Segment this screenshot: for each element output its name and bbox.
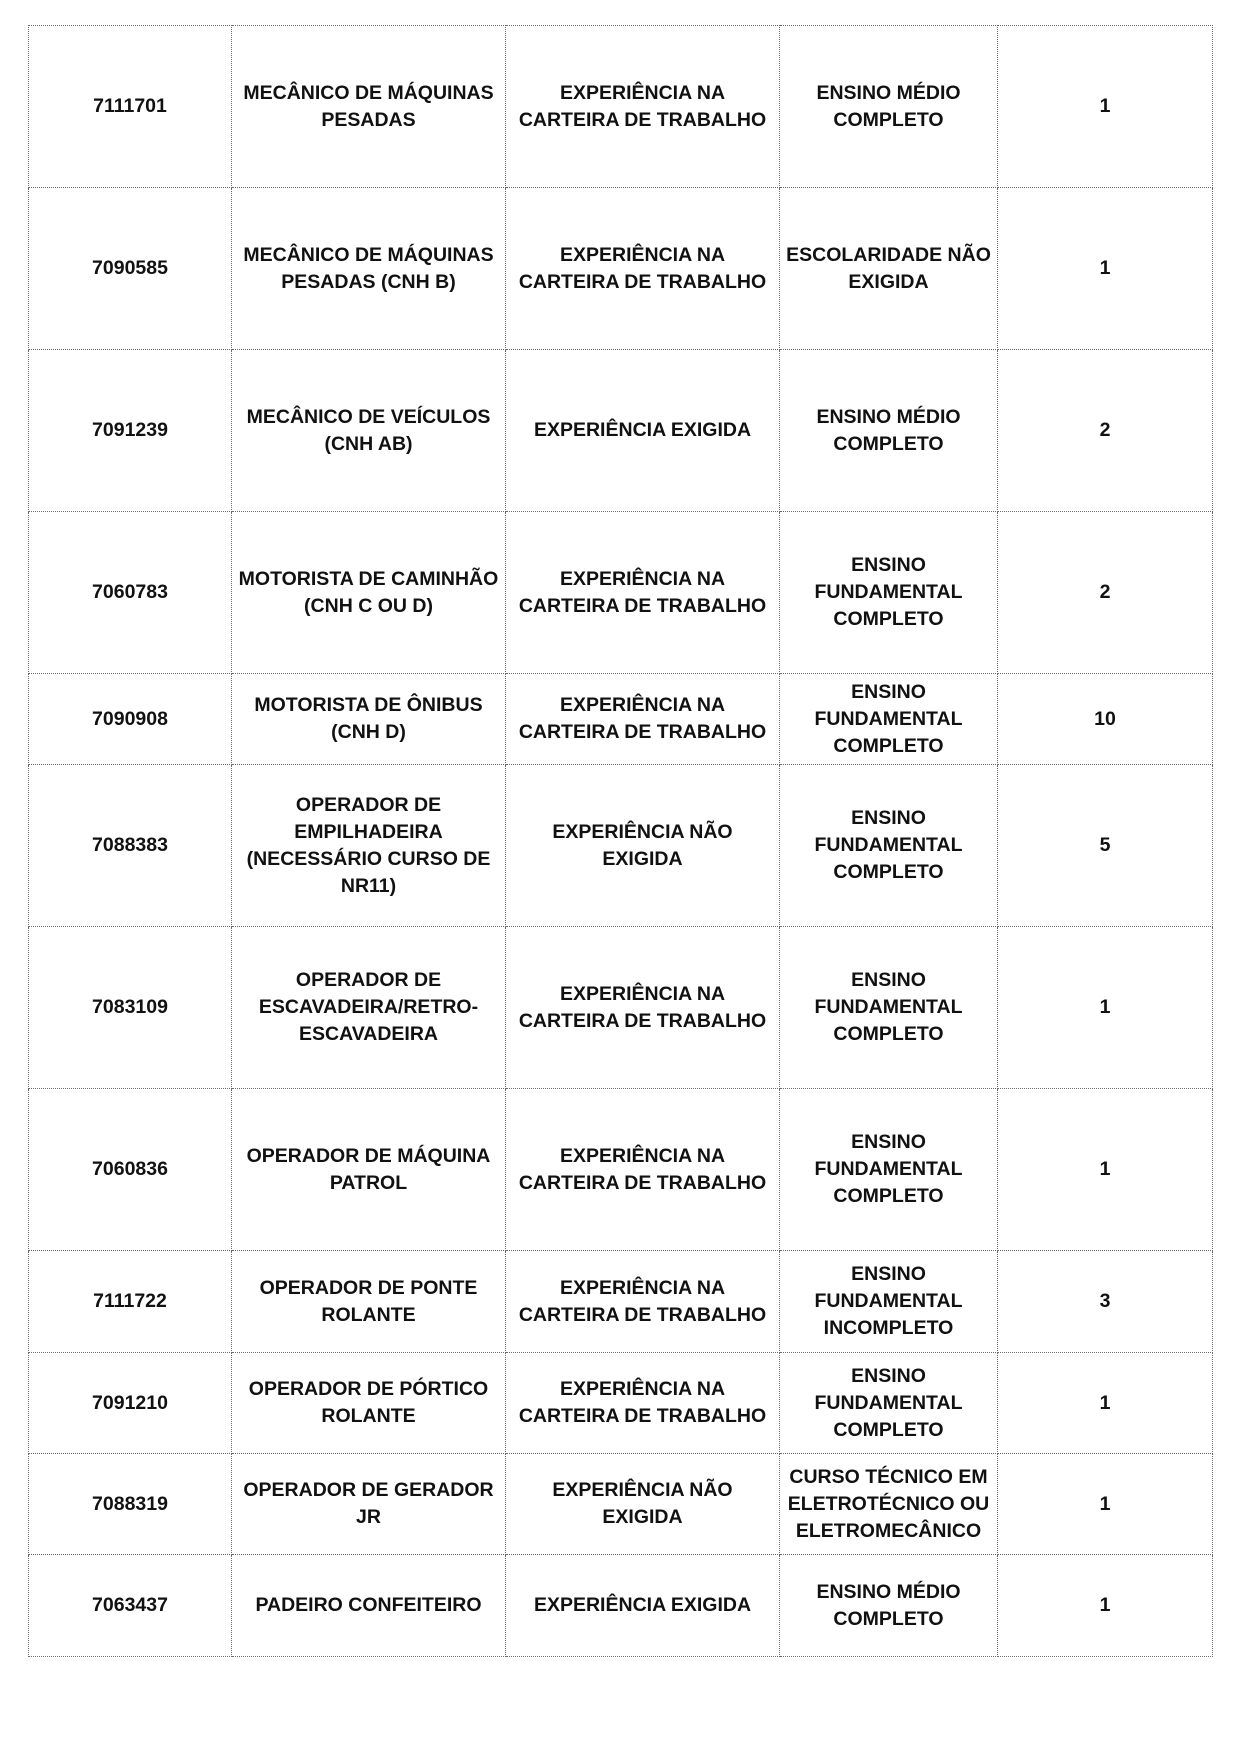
- vacancies-cell: 10: [998, 674, 1213, 765]
- education-cell: ENSINO MÉDIO COMPLETO: [780, 26, 998, 188]
- table-row: [29, 188, 1213, 350]
- vacancies-cell: 1: [998, 927, 1213, 1089]
- education-cell: ENSINO FUNDAMENTAL INCOMPLETO: [780, 1251, 998, 1353]
- job-code-cell: 7063437: [29, 1555, 232, 1657]
- vacancies-cell: 1: [998, 26, 1213, 188]
- job-code-cell: 7060836: [29, 1089, 232, 1251]
- table-row: [29, 765, 1213, 927]
- job-code-cell: 7111701: [29, 26, 232, 188]
- job-code-cell: 7060783: [29, 512, 232, 674]
- job-code-cell: 7090908: [29, 674, 232, 765]
- education-cell: ENSINO FUNDAMENTAL COMPLETO: [780, 512, 998, 674]
- education-cell: ENSINO MÉDIO COMPLETO: [780, 1555, 998, 1657]
- experience-cell: EXPERIÊNCIA EXIGIDA: [506, 350, 780, 512]
- table-row: [29, 512, 1213, 674]
- vacancies-cell: 2: [998, 512, 1213, 674]
- table-row: [29, 1251, 1213, 1353]
- job-title-cell: OPERADOR DE ESCAVADEIRA/RETRO-ESCAVADEIRA: [232, 927, 506, 1089]
- job-vacancies-table: [28, 25, 1213, 1657]
- table-row: [29, 1555, 1213, 1657]
- job-code-cell: 7090585: [29, 188, 232, 350]
- vacancies-cell: 1: [998, 188, 1213, 350]
- education-cell: ENSINO FUNDAMENTAL COMPLETO: [780, 765, 998, 927]
- job-code-cell: 7088319: [29, 1454, 232, 1555]
- vacancies-cell: 1: [998, 1353, 1213, 1454]
- table-row: [29, 1454, 1213, 1555]
- education-cell: ESCOLARIDADE NÃO EXIGIDA: [780, 188, 998, 350]
- job-title-cell: OPERADOR DE PÓRTICO ROLANTE: [232, 1353, 506, 1454]
- job-title-cell: OPERADOR DE MÁQUINA PATROL: [232, 1089, 506, 1251]
- job-title-cell: OPERADOR DE PONTE ROLANTE: [232, 1251, 506, 1353]
- vacancies-cell: 2: [998, 350, 1213, 512]
- vacancies-cell: 1: [998, 1454, 1213, 1555]
- experience-cell: EXPERIÊNCIA NÃO EXIGIDA: [506, 765, 780, 927]
- education-cell: ENSINO FUNDAMENTAL COMPLETO: [780, 927, 998, 1089]
- job-title-cell: OPERADOR DE GERADOR JR: [232, 1454, 506, 1555]
- job-title-cell: MECÂNICO DE VEÍCULOS (CNH AB): [232, 350, 506, 512]
- experience-cell: EXPERIÊNCIA NA CARTEIRA DE TRABALHO: [506, 927, 780, 1089]
- education-cell: ENSINO FUNDAMENTAL COMPLETO: [780, 1353, 998, 1454]
- job-title-cell: MECÂNICO DE MÁQUINAS PESADAS: [232, 26, 506, 188]
- education-cell: ENSINO MÉDIO COMPLETO: [780, 350, 998, 512]
- education-cell: ENSINO FUNDAMENTAL COMPLETO: [780, 674, 998, 765]
- experience-cell: EXPERIÊNCIA EXIGIDA: [506, 1555, 780, 1657]
- education-cell: CURSO TÉCNICO EM ELETROTÉCNICO OU ELETROMECÂNICO: [780, 1454, 998, 1555]
- job-title-cell: PADEIRO CONFEITEIRO: [232, 1555, 506, 1657]
- table-row: [29, 350, 1213, 512]
- job-title-cell: MOTORISTA DE CAMINHÃO (CNH C OU D): [232, 512, 506, 674]
- experience-cell: EXPERIÊNCIA NÃO EXIGIDA: [506, 1454, 780, 1555]
- job-code-cell: 7091210: [29, 1353, 232, 1454]
- vacancies-cell: 3: [998, 1251, 1213, 1353]
- experience-cell: EXPERIÊNCIA NA CARTEIRA DE TRABALHO: [506, 26, 780, 188]
- experience-cell: EXPERIÊNCIA NA CARTEIRA DE TRABALHO: [506, 188, 780, 350]
- vacancies-cell: 5: [998, 765, 1213, 927]
- experience-cell: EXPERIÊNCIA NA CARTEIRA DE TRABALHO: [506, 674, 780, 765]
- job-title-cell: OPERADOR DE EMPILHADEIRA (NECESSÁRIO CURSO DE NR11): [232, 765, 506, 927]
- education-cell: ENSINO FUNDAMENTAL COMPLETO: [780, 1089, 998, 1251]
- table-row: [29, 927, 1213, 1089]
- table-row: [29, 1089, 1213, 1251]
- table-row: [29, 26, 1213, 188]
- experience-cell: EXPERIÊNCIA NA CARTEIRA DE TRABALHO: [506, 1089, 780, 1251]
- experience-cell: EXPERIÊNCIA NA CARTEIRA DE TRABALHO: [506, 512, 780, 674]
- vacancies-cell: 1: [998, 1089, 1213, 1251]
- experience-cell: EXPERIÊNCIA NA CARTEIRA DE TRABALHO: [506, 1353, 780, 1454]
- table-row: [29, 1353, 1213, 1454]
- vacancies-cell: 1: [998, 1555, 1213, 1657]
- job-code-cell: 7091239: [29, 350, 232, 512]
- job-code-cell: 7083109: [29, 927, 232, 1089]
- job-title-cell: MOTORISTA DE ÔNIBUS (CNH D): [232, 674, 506, 765]
- job-title-cell: MECÂNICO DE MÁQUINAS PESADAS (CNH B): [232, 188, 506, 350]
- table-row: [29, 674, 1213, 765]
- job-code-cell: 7088383: [29, 765, 232, 927]
- job-code-cell: 7111722: [29, 1251, 232, 1353]
- experience-cell: EXPERIÊNCIA NA CARTEIRA DE TRABALHO: [506, 1251, 780, 1353]
